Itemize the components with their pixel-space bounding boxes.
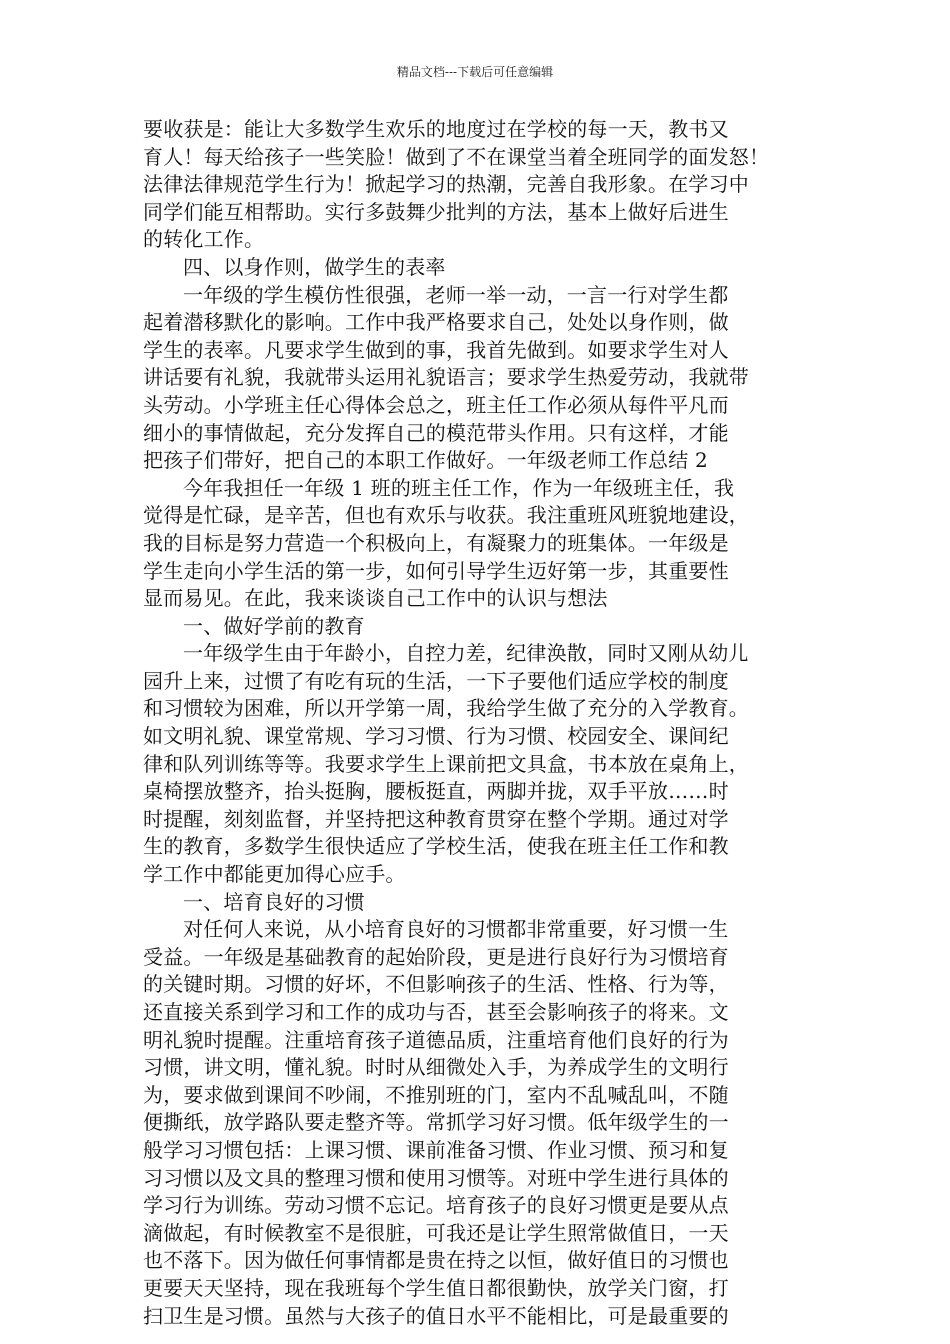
paragraph-start: 对任何人来说，从小培育良好的习惯都非常重要，好习惯一生 (183, 917, 729, 942)
text-line: 我的目标是努力营造一个积极向上，有凝聚力的班集体。一年级是 (143, 530, 729, 555)
text-line: 显而易见。在此，我来谈谈自己工作中的认识与想法 (143, 586, 608, 611)
text-line: 觉得是忙碌，是辛苦，但也有欢乐与收获。我注重班风班貌地建设， (143, 503, 749, 528)
text-line: 便撕纸，放学路队要走整齐等。常抓学习好习惯。低年级学生的一 (143, 1110, 729, 1135)
text-line: 明礼貌时提醒。注重培育孩子道德品质，注重培育他们良好的行为 (143, 1027, 729, 1052)
text-line: 生的教育，多数学生很快适应了学校生活，使我在班主任工作和教 (143, 834, 729, 859)
text-line: 育人！每天给孩子一些笑脸！做到了不在课堂当着全班同学的面发怒！ (143, 144, 770, 169)
text-line: 把孩子们带好，把自己的本职工作做好。一年级老师工作总结 2 (143, 448, 708, 473)
text-line: 园升上来，过惯了有吃有玩的生活，一下子要他们适应学校的制度 (143, 668, 729, 693)
text-line: 时提醒，刻刻监督，并坚持把这种教育贯穿在整个学期。通过对学 (143, 806, 729, 831)
text-line: 头劳动。小学班主任心得体会总之，班主任工作必须从每件平凡而 (143, 392, 729, 417)
text-line: 讲话要有礼貌，我就带头运用礼貌语言；要求学生热爱劳动，我就带 (143, 365, 749, 390)
text-line: 桌椅摆放整齐，抬头挺胸，腰板挺直，两脚并拢，双手平放……时 (143, 779, 729, 804)
text-line: 习习惯以及文具的整理习惯和使用习惯等。对班中学生进行具体的 (143, 1165, 729, 1190)
paragraph-start: 一年级学生由于年龄小，自控力差，纪律涣散，同时又刚从幼儿 (183, 641, 749, 666)
document-body (143, 116, 815, 1330)
text-line: 滴做起，有时候教室不是很脏，可我还是让学生照常做值日，一天 (143, 1220, 729, 1245)
section-heading: 一、培育良好的习惯 (183, 889, 365, 914)
section-heading: 一、做好学前的教育 (183, 613, 365, 638)
text-line: 的转化工作。 (143, 227, 265, 252)
page-header: 精品文档---下载后可任意编辑 (396, 65, 554, 79)
text-line: 般学习习惯包括：上课习惯、课前准备习惯、作业习惯、预习和复 (143, 1137, 729, 1162)
text-line: 还直接关系到学习和工作的成功与否，甚至会影响孩子的将来。文 (143, 1000, 729, 1024)
text-line: 细小的事情做起，充分发挥自己的模范带头作用。只有这样，才能 (143, 420, 729, 445)
text-line: 习惯，讲文明，懂礼貌。时时从细微处入手，为养成学生的文明行 (143, 1055, 729, 1080)
text-line: 和习惯较为困难，所以开学第一周，我给学生做了充分的入学教育。 (143, 696, 749, 721)
text-line: 如文明礼貌、课堂常规、学习习惯、行为习惯、校园安全、课间纪 (143, 724, 729, 749)
text-line: 学生的表率。凡要求学生做到的事，我首先做到。如要求学生对人 (143, 337, 729, 362)
text-line: 法律法律规范学生行为！掀起学习的热潮，完善自我形象。在学习中 (143, 172, 749, 197)
text-line: 也不落下。因为做任何事情都是贵在持之以恒，做好值日的习惯也 (143, 1248, 729, 1273)
text-line: 学习行为训练。劳动习惯不忘记。培育孩子的良好习惯更是要从点 (143, 1193, 729, 1218)
text-line: 为，要求做到课间不吵闹，不推别班的门，室内不乱喊乱叫，不随 (143, 1082, 729, 1107)
text-line: 律和队列训练等等。我要求学生上课前把文具盒，书本放在桌角上， (143, 751, 749, 776)
text-line: 扫卫生是习惯。虽然与大孩子的值日水平不能相比，可是最重要的 (143, 1303, 729, 1328)
text-line: 的关键时期。习惯的好坏，不但影响孩子的生活、性格、行为等， (143, 972, 729, 997)
text-line: 受益。一年级是基础教育的起始阶段，更是进行良好行为习惯培育 (143, 944, 729, 969)
text-line: 更要天天坚持，现在我班每个学生值日都很勤快，放学关门窗，打 (143, 1275, 729, 1300)
paragraph-start: 一年级的学生模仿性很强，老师一举一动，一言一行对学生都 (183, 282, 729, 307)
text-line: 同学们能互相帮助。实行多鼓舞少批判的方法，基本上做好后进生 (143, 199, 729, 224)
section-heading: 四、以身作则，做学生的表率 (183, 254, 446, 279)
text-line: 要收获是：能让大多数学生欢乐的地度过在学校的每一天，教书又 (143, 117, 729, 141)
paragraph-start: 今年我担任一年级 1 班的班主任工作，作为一年级班主任，我 (183, 475, 735, 500)
text-line: 学工作中都能更加得心应手。 (143, 862, 406, 887)
text-line: 起着潜移默化的影响。工作中我严格要求自己，处处以身作则，做 (143, 310, 729, 335)
text-line: 学生走向小学生活的第一步，如何引导学生迈好第一步，其重要性 (143, 558, 729, 583)
